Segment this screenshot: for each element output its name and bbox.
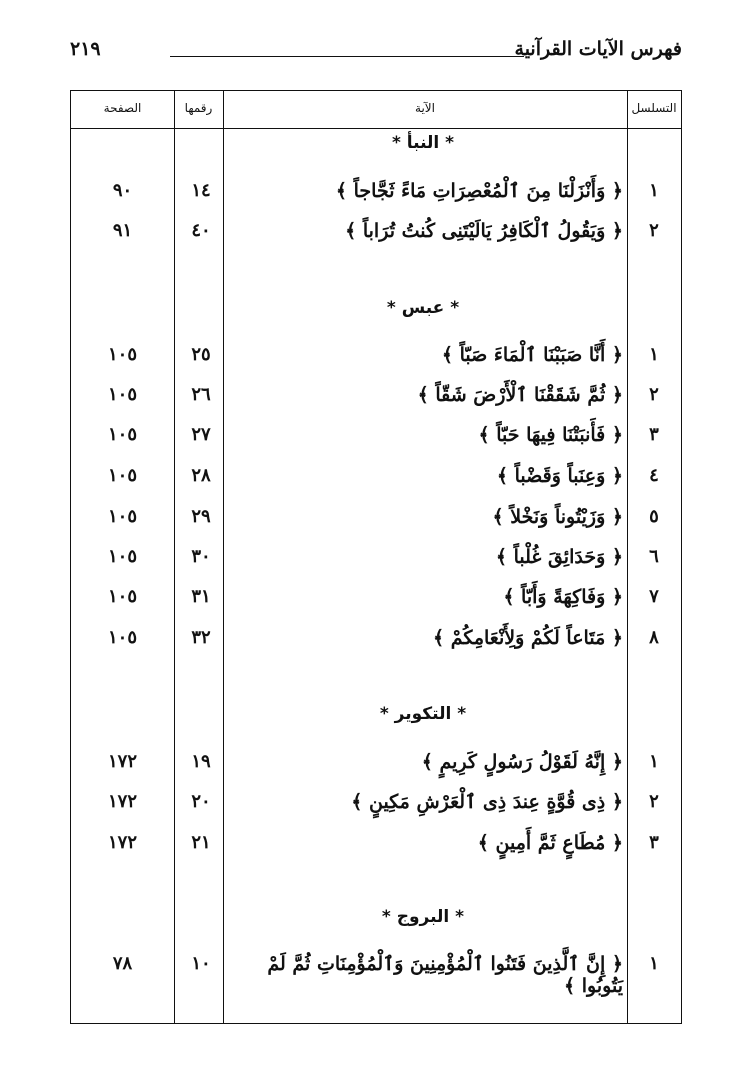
row-number: ٣١ xyxy=(191,586,211,607)
row-seq: ٥ xyxy=(649,506,659,527)
surah-heading: * النبأ * xyxy=(391,133,455,153)
row-number: ٢٥ xyxy=(191,344,211,365)
page-header xyxy=(70,38,682,66)
row-number: ١٠ xyxy=(191,953,211,974)
row-seq: ٢ xyxy=(649,791,659,812)
row-page: ٩٠ xyxy=(112,180,133,201)
row-seq: ٣ xyxy=(649,832,659,853)
surah-heading: * التكوير * xyxy=(379,704,467,724)
row-page: ١٠٥ xyxy=(107,506,137,527)
row-ayah: ﴿ وَزَيْتُوناً وَنَخْلاً ﴾ xyxy=(492,506,623,528)
row-ayah: ﴿ وَفَاكِهَةً وَأَبّاً ﴾ xyxy=(503,586,623,608)
column-header-page: الصفحة xyxy=(103,101,142,115)
row-ayah: ﴿ مُطَاعٍ ثَمَّ أَمِينٍ ﴾ xyxy=(477,832,623,854)
row-number: ١٤ xyxy=(191,180,211,201)
row-number: ٢٧ xyxy=(191,424,211,445)
page-number: ٢١٩ xyxy=(70,38,101,60)
row-ayah: ﴿ وَعِنَباً وَقَضْباً ﴾ xyxy=(496,465,623,487)
row-page: ١٧٢ xyxy=(107,832,137,853)
row-page: ١٠٥ xyxy=(107,586,137,607)
row-page: ٩١ xyxy=(112,220,133,241)
index-title: فهرس الآيات القرآنية xyxy=(514,38,682,60)
surah-heading: * البروج * xyxy=(381,907,465,927)
row-page: ٧٨ xyxy=(112,953,133,974)
row-ayah: ﴿ وَأَنْزَلْنَا مِنَ ٱلْمُعْصِرَاتِ مَاءً ثَجَّاجاً ﴾ xyxy=(335,180,623,202)
row-number: ٢٨ xyxy=(191,465,211,486)
row-seq: ٣ xyxy=(649,424,659,445)
row-seq: ٦ xyxy=(649,546,659,567)
row-ayah: ﴿ أَنَّا صَبَبْنَا ٱلْمَاءَ صَبّاً ﴾ xyxy=(441,344,623,366)
row-ayah: ﴿ فَأَنبَتْنَا فِيهَا حَبّاً ﴾ xyxy=(478,424,623,446)
row-page: ١٠٥ xyxy=(107,465,137,486)
row-number: ٣٢ xyxy=(191,627,211,648)
row-page: ١٠٥ xyxy=(107,384,137,405)
row-seq: ٤ xyxy=(649,465,659,486)
row-number: ٤٠ xyxy=(191,220,211,241)
column-header-number: رقمها xyxy=(184,101,213,115)
row-number: ٢٠ xyxy=(191,791,211,812)
row-page: ١٠٥ xyxy=(107,627,137,648)
row-ayah: ﴿ ذِى قُوَّةٍ عِندَ ذِى ٱلْعَرْشِ مَكِينٍ ﴾ xyxy=(351,791,623,813)
row-page: ١٠٥ xyxy=(107,424,137,445)
header-rule xyxy=(170,56,524,57)
row-number: ٣٠ xyxy=(191,546,211,567)
verses-index-table xyxy=(70,90,682,1024)
surah-heading: * عبس * xyxy=(386,298,460,318)
row-number: ٢٦ xyxy=(191,384,211,405)
column-header-ayah: الآية xyxy=(415,101,435,115)
row-seq: ١ xyxy=(649,344,659,365)
row-page: ١٠٥ xyxy=(107,344,137,365)
row-page: ١٧٢ xyxy=(107,751,137,772)
row-ayah: ﴿ وَحَدَائِقَ غُلْباً ﴾ xyxy=(495,546,623,568)
row-number: ٢٩ xyxy=(191,506,211,527)
row-ayah: ﴿ إِنَّهُ لَقَوْلُ رَسُولٍ كَرِيمٍ ﴾ xyxy=(421,751,623,773)
row-number: ٢١ xyxy=(191,832,211,853)
row-page: ١٠٥ xyxy=(107,546,137,567)
row-ayah: ﴿ إِنَّ ٱلَّذِينَ فَتَنُوا ٱلْمُؤْمِنِينَ وَٱلْمُؤْمِنَاتِ ثُمَّ لَمْ يَتُوبُوا ﴾ xyxy=(267,953,623,997)
row-seq: ١ xyxy=(649,751,659,772)
row-number: ١٩ xyxy=(191,751,211,772)
row-seq: ١ xyxy=(649,953,659,974)
row-seq: ١ xyxy=(649,180,659,201)
row-ayah: ﴿ وَيَقُولُ ٱلْكَافِرُ يَالَيْتَنِى كُنتُ تُرَاباً ﴾ xyxy=(345,220,623,242)
column-header-seq: التسلسل xyxy=(631,101,677,115)
row-seq: ٨ xyxy=(649,627,659,648)
row-seq: ٢ xyxy=(649,384,659,405)
row-seq: ٧ xyxy=(649,586,659,607)
row-page: ١٧٢ xyxy=(107,791,137,812)
row-ayah: ﴿ ثُمَّ شَقَقْنَا ٱلْأَرْضَ شَقّاً ﴾ xyxy=(417,384,623,406)
row-seq: ٢ xyxy=(649,220,659,241)
header-divider xyxy=(71,128,681,129)
row-ayah: ﴿ مَتَاعاً لَكُمْ وَلِأَنْعَامِكُمْ ﴾ xyxy=(432,627,623,649)
